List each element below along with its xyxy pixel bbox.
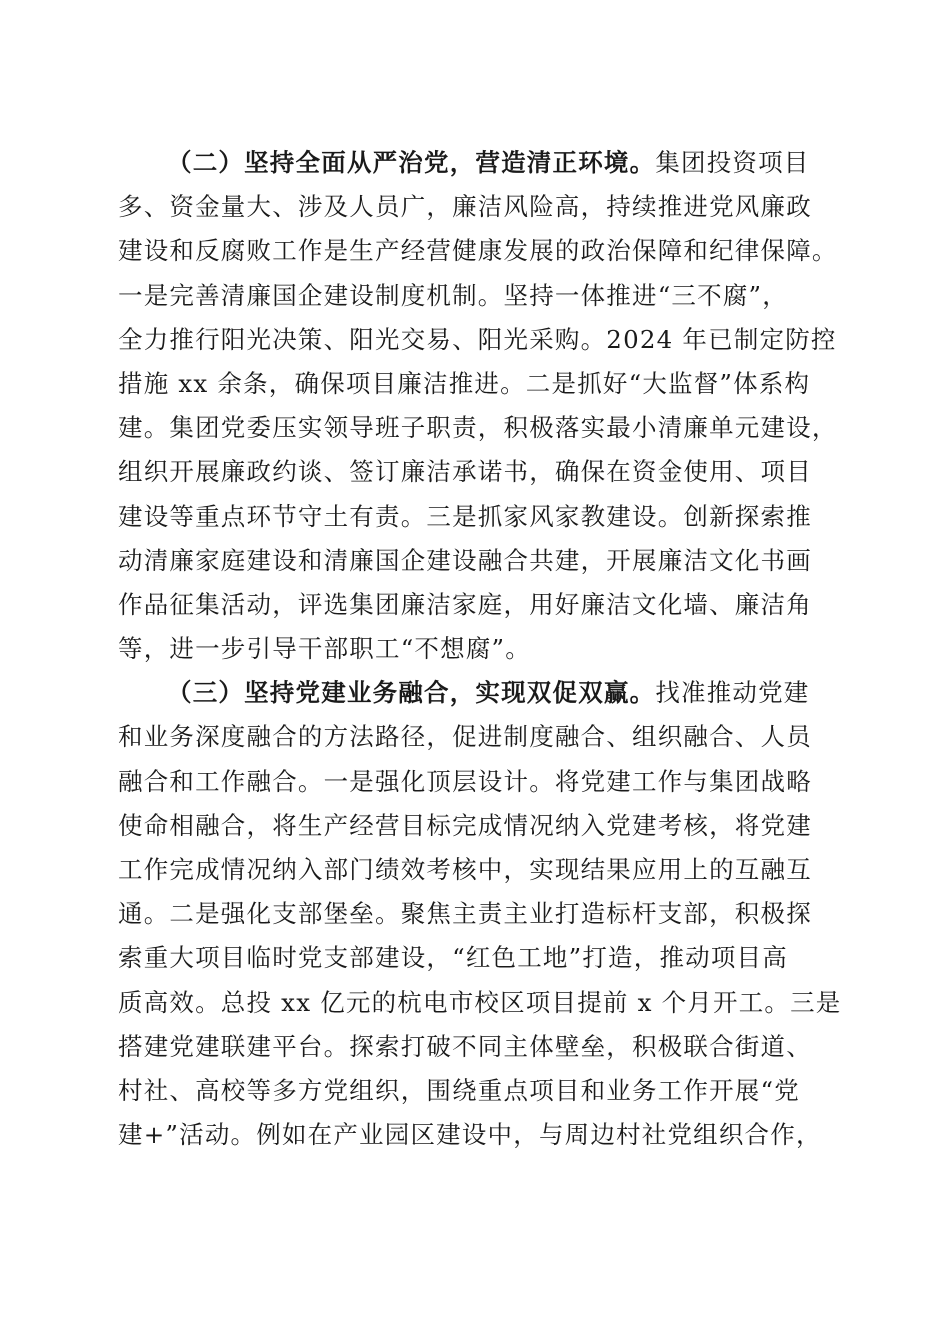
text-line: 建。集团党委压实领导班子职责，积极落实最小清廉单元建设， [118, 413, 838, 443]
text-line: （二）坚持全面从严治党，营造清正环境。集团投资项目 [167, 148, 810, 177]
text-line: 动清廉家庭建设和清廉国企建设融合共建，开展廉洁文化书画 [118, 545, 812, 575]
text-line: 一是完善清廉国企建设制度机制。坚持一体推进“三不腐”， [118, 280, 788, 310]
text-line: （三）坚持党建业务融合，实现双促双赢。找准推动党建 [167, 678, 810, 708]
text-line: 建+”活动。例如在产业园区建设中，与周边村社党组织合作， [118, 1120, 822, 1150]
text-line: 使命相融合，将生产经营目标完成情况纳入党建考核，将党建 [118, 810, 812, 840]
text-line: 质高效。总投 xx 亿元的杭电市校区项目提前 x 个月开工。三是 [118, 987, 842, 1017]
text-line: 通。二是强化支部堡垒。聚焦主责主业打造标杆支部，积极探 [118, 899, 812, 929]
text-line: 作品征集活动，评选集团廉洁家庭，用好廉洁文化墙、廉洁角 [118, 589, 812, 619]
text-line: 融合和工作融合。一是强化顶层设计。将党建工作与集团战略 [118, 766, 812, 796]
text-line: 措施 xx 余条，确保项目廉洁推进。二是抓好“大监督”体系构 [118, 368, 811, 398]
text-line: 搭建党建联建平台。探索打破不同主体壁垒，积极联合街道、 [118, 1031, 812, 1061]
text-line: 等，进一步引导干部职工“不想腐”。 [118, 634, 531, 664]
text-line: 建设和反腐败工作是生产经营健康发展的政治保障和纪律保障。 [118, 236, 838, 266]
body-text [118, 141, 842, 1157]
text-line: 工作完成情况纳入部门绩效考核中，实现结果应用上的互融互 [118, 855, 812, 884]
text-line: 村社、高校等多方党组织，围绕重点项目和业务工作开展“党 [118, 1075, 800, 1105]
text-line: 多、资金量大、涉及人员广，廉洁风险高，持续推进党风廉政 [118, 192, 812, 222]
text-line: 全力推行阳光决策、阳光交易、阳光采购。2024 年已制定防控 [118, 324, 837, 354]
text-line: 索重大项目临时党支部建设，“红色工地”打造，推动项目高 [118, 943, 788, 973]
section-heading: （二）坚持全面从严治党，营造清正环境。 [167, 148, 656, 177]
text-line: 建设等重点环节守土有责。三是抓家风家教建设。创新探索推 [118, 501, 812, 531]
text-line: 和业务深度融合的方法路径，促进制度融合、组织融合、人员 [118, 722, 812, 752]
section-heading: （三）坚持党建业务融合，实现双促双赢。 [167, 678, 656, 708]
text-line: 组织开展廉政约谈、签订廉洁承诺书，确保在资金使用、项目 [118, 457, 812, 487]
